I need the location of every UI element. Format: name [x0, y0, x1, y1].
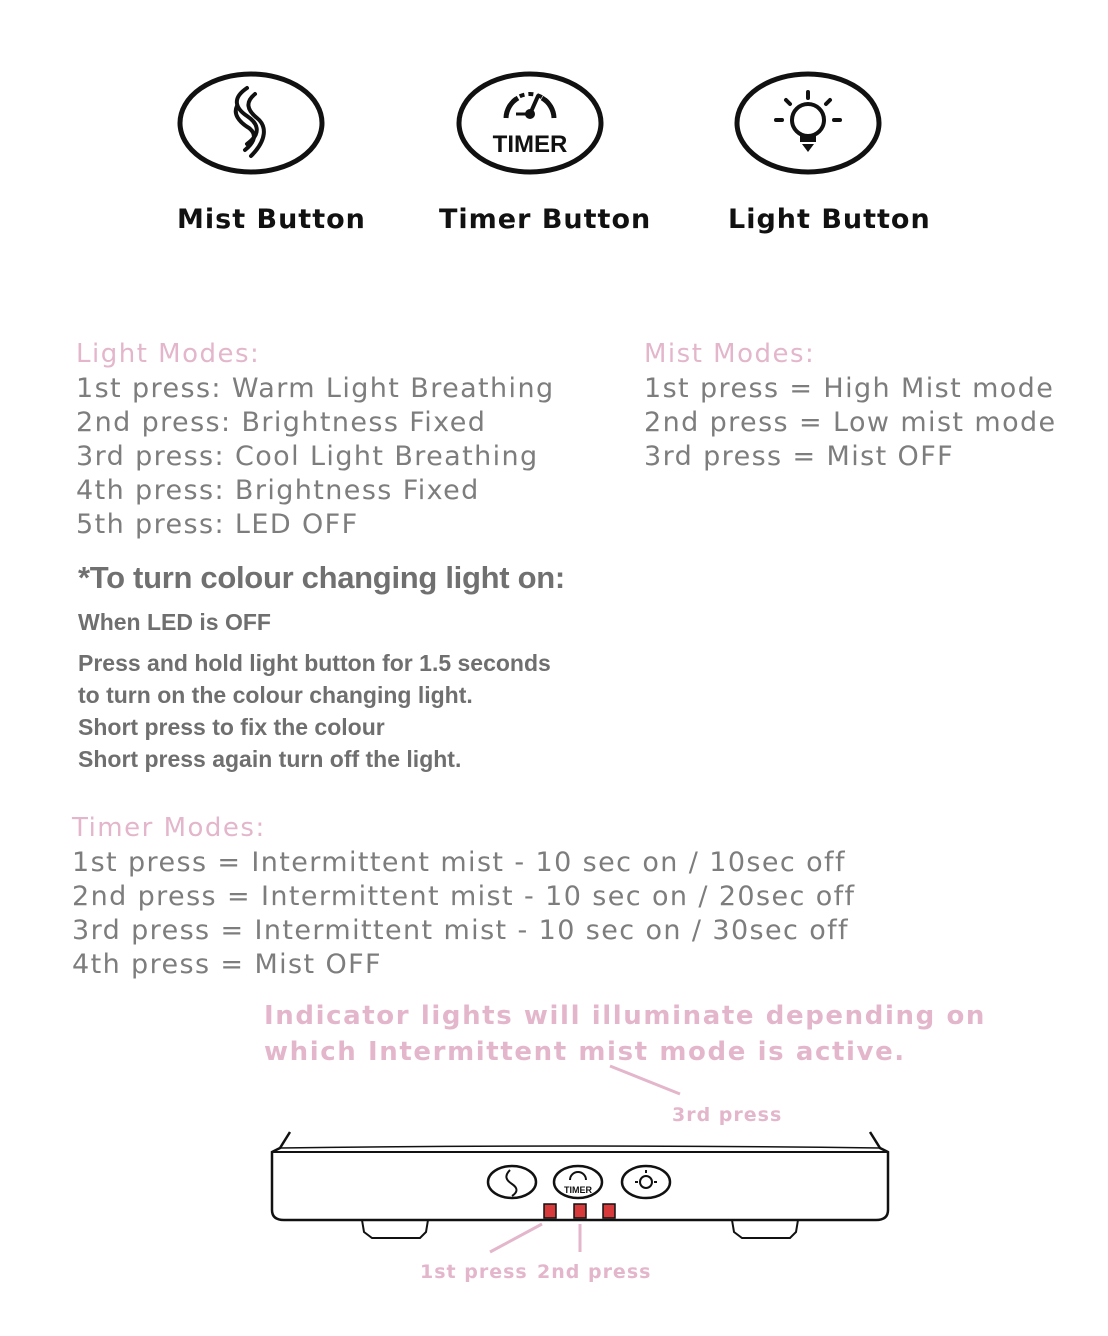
- list-item: 2nd press: Brightness Fixed: [76, 407, 487, 438]
- light-button-icon-graphic: [734, 70, 882, 176]
- panel-light-button: [622, 1166, 670, 1198]
- timer-modes-title: Timer Modes:: [72, 813, 266, 843]
- list-item: 2nd press = Low mist mode: [644, 407, 1057, 438]
- list-item: 5th press: LED OFF: [76, 509, 359, 540]
- colour-tip-instructions: [78, 647, 551, 775]
- timer-button-icon-graphic: [456, 70, 604, 176]
- device-foot-right: [732, 1220, 798, 1238]
- svg-text:TIMER: TIMER: [564, 1185, 592, 1195]
- panel-timer-button: [554, 1166, 602, 1198]
- light-modes-list: [76, 372, 555, 542]
- instruction-line: Short press again turn off the light.: [78, 746, 462, 772]
- mist-icon: [236, 88, 264, 156]
- list-item: 2nd press = Intermittent mist - 10 sec on / 20sec off: [72, 881, 856, 912]
- instruction-line: Short press to fix the colour: [78, 714, 385, 740]
- indicator-light-3rd: [603, 1204, 615, 1218]
- note-line: Indicator lights will illuminate depending on: [264, 1001, 987, 1031]
- list-item: 1st press = Intermittent mist - 10 sec on / 10sec off: [72, 847, 846, 878]
- list-item: 1st press: Warm Light Breathing: [76, 373, 555, 404]
- list-item: 3rd press = Mist OFF: [644, 441, 955, 472]
- third-press-label: 3rd press: [672, 1104, 783, 1126]
- instruction-line: Press and hold light button for 1.5 seconds: [78, 650, 551, 676]
- list-item: 3rd press = Intermittent mist - 10 sec on / 30sec off: [72, 915, 849, 946]
- first-press-label: 1st press: [420, 1261, 528, 1283]
- timer-modes-list: [72, 846, 855, 982]
- list-item: 3rd press: Cool Light Breathing: [76, 441, 539, 472]
- indicator-light-2nd: [574, 1204, 586, 1218]
- note-line: which Intermittent mist mode is active.: [264, 1037, 906, 1067]
- list-item: 4th press: Brightness Fixed: [76, 475, 480, 506]
- light-bulb-icon: [776, 92, 840, 152]
- device-foot-left: [362, 1220, 428, 1238]
- mist-modes-list: [644, 372, 1057, 474]
- panel-mist-button: [488, 1166, 536, 1198]
- callout-line-third: [610, 1066, 680, 1094]
- list-item: 4th press = Mist OFF: [72, 949, 382, 980]
- colour-tip-heading: *To turn colour changing light on:: [78, 560, 565, 595]
- callout-line-first: [490, 1224, 542, 1252]
- mist-button-label: Mist Button: [177, 204, 366, 235]
- colour-tip-condition: When LED is OFF: [78, 609, 271, 635]
- instruction-line: to turn on the colour changing light.: [78, 682, 473, 708]
- light-modes-title: Light Modes:: [76, 339, 261, 369]
- list-item: 1st press = High Mist mode: [644, 373, 1055, 404]
- timer-button-label: Timer Button: [439, 204, 652, 235]
- mist-button-icon-graphic: [177, 70, 325, 176]
- device-panel-illustration: [260, 1060, 900, 1260]
- timer-icon: [493, 94, 568, 158]
- second-press-label: 2nd press: [537, 1261, 652, 1283]
- svg-text:TIMER: TIMER: [492, 131, 568, 158]
- indicator-light-1st: [544, 1204, 556, 1218]
- light-button-label: Light Button: [728, 204, 931, 235]
- mist-modes-title: Mist Modes:: [644, 339, 816, 369]
